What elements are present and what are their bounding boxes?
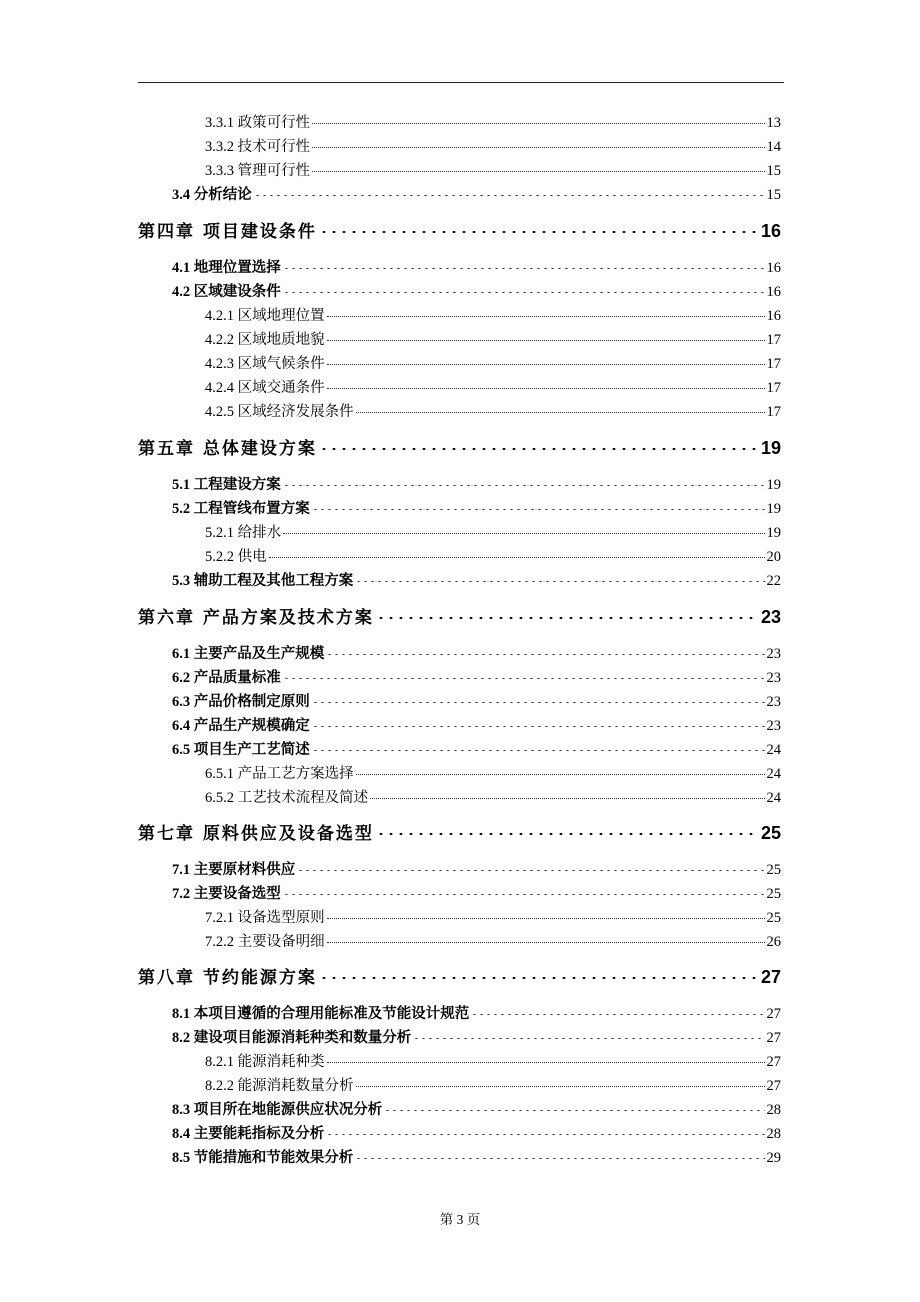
toc-entry-title: 5.2.1 给排水 (205, 524, 282, 541)
dot-leader (413, 1038, 764, 1039)
dot-leader (312, 122, 764, 124)
toc-entry-title: 8.5 节能措施和节能效果分析 (172, 1149, 354, 1166)
toc-entry-page: 28 (766, 1101, 781, 1118)
toc-entry-title: 5.1 工程建设方案 (172, 476, 281, 493)
toc-entry-page: 28 (766, 1125, 781, 1142)
toc-entry-page: 19 (766, 500, 781, 517)
toc-entry-page: 24 (766, 789, 781, 806)
toc-section[interactable] (172, 280, 781, 301)
dot-leader (319, 977, 759, 979)
dot-leader (283, 292, 765, 293)
toc-entry-title: 6.4 产品生产规模确定 (172, 717, 310, 734)
toc-entry-page: 24 (766, 741, 781, 758)
toc-entry-page: 25 (760, 823, 781, 843)
toc-entry-title: 6.5.1 产品工艺方案选择 (205, 765, 354, 782)
dot-leader (327, 339, 765, 341)
dot-leader (283, 894, 765, 895)
toc-entry-page: 25 (766, 861, 781, 878)
toc-entry-page: 27 (766, 1029, 781, 1046)
toc-entry-title: 7.2 主要设备选型 (172, 885, 281, 902)
dot-leader (376, 833, 759, 835)
toc-section[interactable] (172, 858, 781, 879)
toc-entry-page: 23 (766, 693, 781, 710)
toc-entry-page: 20 (766, 548, 781, 565)
toc-subsection[interactable] (205, 1074, 781, 1095)
toc-entry-page: 27 (766, 1005, 781, 1022)
dot-leader (312, 146, 764, 148)
dot-leader (319, 448, 759, 450)
toc-entry-title: 3.3.1 政策可行性 (205, 114, 311, 131)
toc-entry-title: 4.2.2 区域地质地貌 (205, 331, 325, 348)
toc-section[interactable] (172, 256, 781, 277)
dot-leader (269, 556, 765, 558)
toc-entry-page: 25 (766, 909, 781, 926)
toc-entry-page: 15 (766, 162, 781, 179)
dot-leader (312, 726, 765, 727)
toc-entry-page: 24 (766, 765, 781, 782)
toc-section[interactable] (172, 1098, 781, 1119)
dot-leader (312, 702, 765, 703)
toc-entry-title: 第五章 总体建设方案 (138, 439, 317, 459)
toc-subsection[interactable] (205, 159, 781, 180)
toc-entry-page: 26 (766, 933, 781, 950)
toc-entry-page: 17 (766, 403, 781, 420)
toc-entry-page: 23 (766, 669, 781, 686)
dot-leader (283, 485, 765, 486)
toc-subsection[interactable] (205, 545, 781, 566)
toc-entry-title: 第四章 项目建设条件 (138, 222, 317, 242)
toc-entry-title: 3.3.3 管理可行性 (205, 162, 311, 179)
toc-entry-title: 8.1 本项目遵循的合理用能标准及节能设计规范 (172, 1005, 470, 1022)
toc-entry-title: 4.1 地理位置选择 (172, 259, 281, 276)
toc-subsection[interactable] (205, 111, 781, 132)
toc-subsection[interactable] (205, 304, 781, 325)
toc-entry-title: 3.3.2 技术可行性 (205, 138, 311, 155)
toc-entry-page: 22 (766, 572, 781, 589)
toc-section[interactable] (172, 882, 781, 903)
toc-entry-title: 7.2.2 主要设备明细 (205, 933, 325, 950)
toc-subsection[interactable] (205, 376, 781, 397)
toc-subsection[interactable] (205, 328, 781, 349)
toc-section[interactable] (172, 690, 781, 711)
dot-leader (326, 654, 764, 655)
toc-entry-page: 23 (766, 717, 781, 734)
dot-leader (327, 315, 765, 317)
toc-entry-page: 25 (766, 885, 781, 902)
toc-subsection[interactable] (205, 521, 781, 542)
dot-leader (355, 581, 764, 582)
toc-entry-page: 27 (760, 967, 781, 987)
toc-subsection[interactable] (205, 906, 781, 927)
dot-leader (327, 917, 765, 919)
toc-section[interactable] (172, 473, 781, 494)
toc-entry-title: 8.3 项目所在地能源供应状况分析 (172, 1101, 383, 1118)
toc-entry-title: 4.2.1 区域地理位置 (205, 307, 325, 324)
dot-leader (312, 750, 765, 751)
toc-section[interactable] (172, 1026, 781, 1047)
toc-entry-title: 第七章 原料供应及设备选型 (138, 824, 374, 844)
toc-entry-title: 8.2.1 能源消耗种类 (205, 1053, 325, 1070)
toc-entry-page: 17 (766, 331, 781, 348)
toc-entry-page: 16 (766, 307, 781, 324)
dot-leader (327, 387, 765, 389)
toc-entry-title: 4.2.3 区域气候条件 (205, 355, 325, 372)
toc-entry-page: 23 (760, 607, 781, 627)
toc-entry-title: 6.2 产品质量标准 (172, 669, 281, 686)
toc-entry-title: 4.2.5 区域经济发展条件 (205, 403, 354, 420)
dot-leader (327, 941, 765, 943)
toc-entry-title: 4.2.4 区域交通条件 (205, 379, 325, 396)
toc-section[interactable] (172, 714, 781, 735)
toc-section[interactable] (172, 497, 781, 518)
toc-subsection[interactable] (205, 786, 781, 807)
toc-entry-title: 6.5 项目生产工艺简述 (172, 741, 310, 758)
dot-leader (319, 231, 759, 233)
toc-entry-page: 16 (760, 221, 781, 241)
dot-leader (327, 1061, 765, 1063)
toc-entry-title: 5.2 工程管线布置方案 (172, 500, 310, 517)
toc-entry-page: 19 (766, 476, 781, 493)
dot-leader (356, 411, 765, 413)
dot-leader (356, 773, 765, 775)
toc-entry-page: 29 (766, 1149, 781, 1166)
toc-section[interactable] (172, 183, 781, 204)
toc-subsection[interactable] (205, 762, 781, 783)
toc-entry-title: 7.2.1 设备选型原则 (205, 909, 325, 926)
dot-leader (471, 1014, 764, 1015)
toc-entry-title: 6.1 主要产品及生产规模 (172, 645, 325, 662)
toc-entry-title: 4.2 区域建设条件 (172, 283, 281, 300)
dot-leader (283, 678, 765, 679)
toc-section[interactable] (172, 1122, 781, 1143)
toc-subsection[interactable] (205, 1050, 781, 1071)
toc-entry-page: 27 (766, 1077, 781, 1094)
toc-entry-title: 8.2.2 能源消耗数量分析 (205, 1077, 354, 1094)
dot-leader (356, 1085, 765, 1087)
dot-leader (254, 195, 765, 196)
toc-entry-page: 23 (766, 645, 781, 662)
dot-leader (326, 1134, 764, 1135)
dot-leader (312, 509, 765, 510)
toc-entry-page: 19 (766, 524, 781, 541)
toc-chapter[interactable] (138, 963, 781, 988)
toc-entry-title: 7.1 主要原材料供应 (172, 861, 296, 878)
toc-subsection[interactable] (205, 135, 781, 156)
toc-entry-title: 8.4 主要能耗指标及分析 (172, 1125, 325, 1142)
dot-leader (312, 170, 764, 172)
toc-section[interactable] (172, 666, 781, 687)
toc-chapter[interactable] (138, 819, 781, 844)
toc-entry-page: 27 (766, 1053, 781, 1070)
dot-leader (297, 870, 764, 871)
toc-entry-page: 19 (760, 438, 781, 458)
toc-entry-page: 16 (766, 283, 781, 300)
toc-section[interactable] (172, 738, 781, 759)
toc-subsection[interactable] (205, 352, 781, 373)
toc-chapter[interactable] (138, 603, 781, 628)
toc-entry-title: 8.2 建设项目能源消耗种类和数量分析 (172, 1029, 412, 1046)
dot-leader (384, 1110, 764, 1111)
toc-section[interactable] (172, 1002, 781, 1023)
toc-entry-title: 第六章 产品方案及技术方案 (138, 608, 374, 628)
toc-entry-title: 5.2.2 供电 (205, 548, 267, 565)
toc-section[interactable] (172, 569, 781, 590)
toc-chapter[interactable] (138, 217, 781, 242)
toc-entry-title: 6.3 产品价格制定原则 (172, 693, 310, 710)
toc-entry-page: 15 (766, 186, 781, 203)
toc-entry-title: 3.4 分析结论 (172, 186, 252, 203)
toc-entry-page: 14 (766, 138, 781, 155)
dot-leader (355, 1158, 764, 1159)
toc-subsection[interactable] (205, 400, 781, 421)
toc-entry-title: 第八章 节约能源方案 (138, 968, 317, 988)
page-number: 第 3 页 (439, 1212, 481, 1227)
toc-section[interactable] (172, 1146, 781, 1167)
toc-entry-title: 5.3 辅助工程及其他工程方案 (172, 572, 354, 589)
toc-entry-page: 16 (766, 259, 781, 276)
dot-leader (327, 363, 765, 365)
dot-leader (376, 617, 759, 619)
toc-chapter[interactable] (138, 434, 781, 459)
dot-leader (283, 532, 764, 534)
toc-section[interactable] (172, 642, 781, 663)
toc-entry-page: 13 (766, 114, 781, 131)
header-rule (138, 82, 784, 83)
toc-entry-page: 17 (766, 355, 781, 372)
dot-leader (370, 797, 764, 799)
dot-leader (283, 268, 765, 269)
toc-entry-page: 17 (766, 379, 781, 396)
toc-subsection[interactable] (205, 930, 781, 951)
toc-entry-title: 6.5.2 工艺技术流程及简述 (205, 789, 369, 806)
